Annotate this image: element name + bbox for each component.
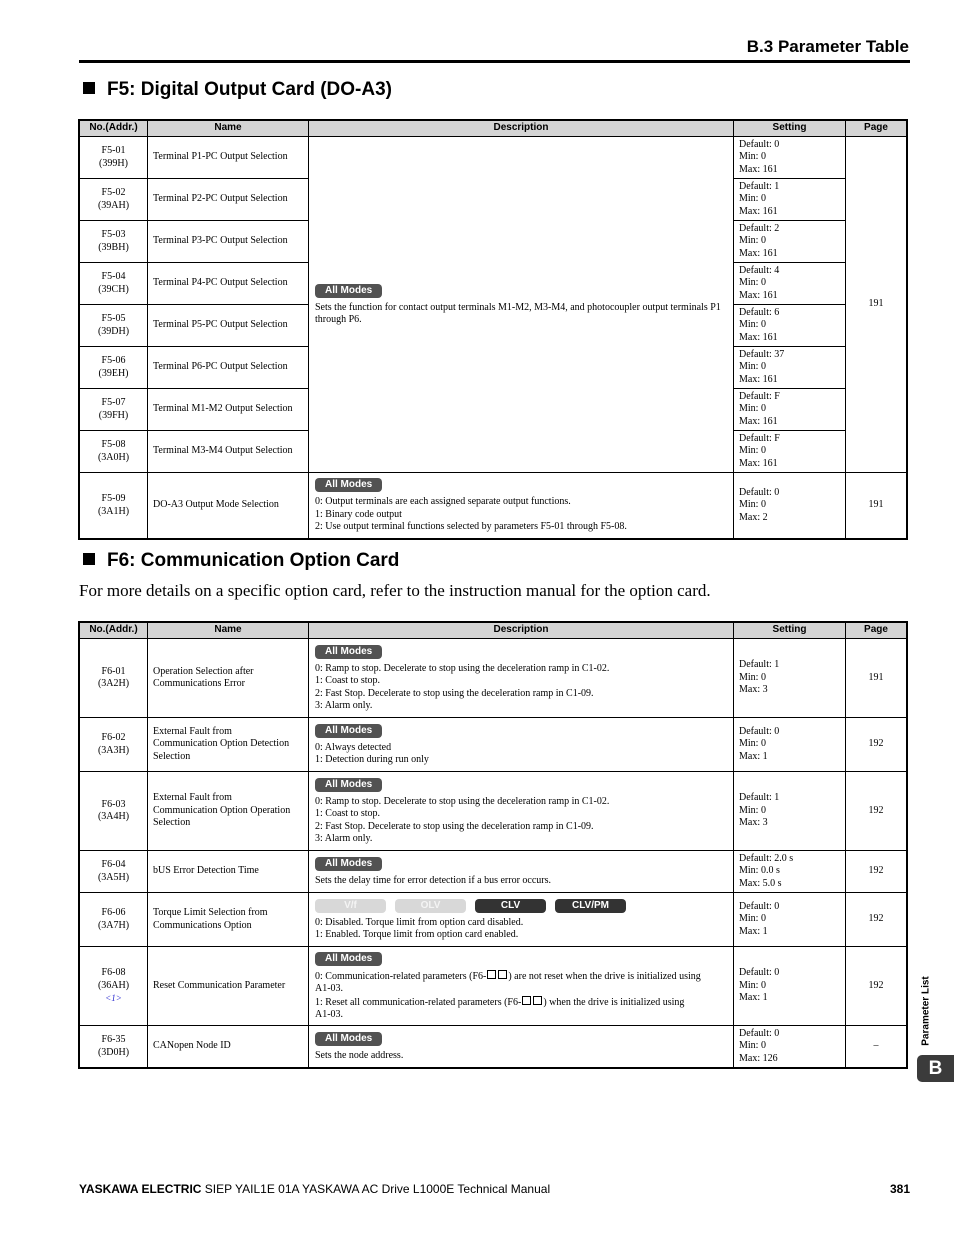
page-cell: 192	[846, 772, 907, 851]
mode-badge-olv: OLV	[395, 899, 466, 913]
setting-cell: Default: F Min: 0 Max: 161	[734, 431, 846, 473]
col-header-description: Description	[309, 121, 734, 137]
description-cell: All Modes 0: Output terminals are each assigned separate output functions. 1: Binary code output 2: Use output terminal functions selected by parameters F5-01 through F5-08.	[309, 473, 734, 539]
mode-badge-clv: CLV	[475, 899, 546, 913]
setting-cell: Default: 1 Min: 0 Max: 3	[734, 772, 846, 851]
description-cell: V/f OLV CLV CLV/PM 0: Disabled. Torque limit from option card disabled. 1: Enabled. Torque limit from option card enabled.	[309, 893, 734, 947]
col-header-description: Description	[309, 623, 734, 639]
param-no-cell: F6-03 (3A4H)	[80, 772, 148, 851]
param-name-cell: Terminal P4-PC Output Selection	[148, 263, 309, 305]
param-no-cell: F5-09 (3A1H)	[80, 473, 148, 539]
f6-section-title	[83, 550, 399, 572]
table-row	[80, 137, 907, 179]
param-name-cell: Terminal P1-PC Output Selection	[148, 137, 309, 179]
footer-doc-info	[79, 1182, 550, 1196]
setting-cell: Default: 0 Min: 0 Max: 1	[734, 947, 846, 1026]
setting-cell: Default: F Min: 0 Max: 161	[734, 389, 846, 431]
param-no-cell: F6-04 (3A5H)	[80, 851, 148, 893]
setting-cell: Default: 4 Min: 0 Max: 161	[734, 263, 846, 305]
f6-title-text: F6: Communication Option Card	[107, 550, 400, 571]
page-cell: 192	[846, 893, 907, 947]
f6-intro-text: For more details on a specific option card, refer to the instruction manual for the option card.	[79, 581, 711, 600]
page-cell: 191	[846, 639, 907, 718]
table-row	[80, 772, 907, 851]
f6-parameter-table	[79, 622, 907, 1068]
table-row	[80, 639, 907, 718]
param-no-cell: F5-03 (39BH)	[80, 221, 148, 263]
col-header-page: Page	[846, 623, 907, 639]
param-name-cell: Terminal M1-M2 Output Selection	[148, 389, 309, 431]
setting-cell: Default: 1 Min: 0 Max: 3	[734, 639, 846, 718]
f5-parameter-table	[79, 120, 907, 539]
setting-cell: Default: 0 Min: 0 Max: 2	[734, 473, 846, 539]
description-cell: All Modes 0: Ramp to stop. Decelerate to stop using the deceleration ramp in C1-02. 1: Coast to stop. 2: Fast Stop. Decelerate to stop using the deceleration ramp in C1-09. 3: Alarm only.	[309, 772, 734, 851]
param-name-cell: Reset Communication Parameter	[148, 947, 309, 1026]
mode-badge-clv-pm: CLV/PM	[555, 899, 626, 913]
side-section-label: Parameter List	[920, 976, 932, 1046]
all-modes-badge: All Modes	[315, 857, 382, 871]
all-modes-badge: All Modes	[315, 724, 382, 738]
description-text: Sets the function for contact output terminals M1-M2, M3-M4, and photocoupler output terminals P1 through P6.	[315, 301, 721, 325]
setting-cell: Default: 2 Min: 0 Max: 161	[734, 221, 846, 263]
setting-cell: Default: 0 Min: 0 Max: 1	[734, 718, 846, 772]
header-rule	[79, 60, 910, 63]
table-row	[80, 1026, 907, 1068]
all-modes-badge: All Modes	[315, 645, 382, 659]
square-bullet-icon	[83, 553, 95, 565]
param-no-cell: F6-06 (3A7H)	[80, 893, 148, 947]
page-cell: 192	[846, 718, 907, 772]
param-no-cell: F5-01 (399H)	[80, 137, 148, 179]
col-header-setting: Setting	[734, 121, 846, 137]
page-cell: –	[846, 1026, 907, 1068]
param-name-cell: Operation Selection after Communications Error	[148, 639, 309, 718]
param-name-cell: bUS Error Detection Time	[148, 851, 309, 893]
appendix-b-tab[interactable]: B	[917, 1055, 954, 1082]
param-no-cell: F5-02 (39AH)	[80, 179, 148, 221]
placeholder-box-icon	[498, 970, 507, 979]
setting-cell: Default: 1 Min: 0 Max: 161	[734, 179, 846, 221]
description-cell: All Modes Sets the delay time for error detection if a bus error occurs.	[309, 851, 734, 893]
page-cell: 191	[846, 473, 907, 539]
all-modes-badge: All Modes	[315, 778, 382, 792]
param-name-cell: Terminal M3-M4 Output Selection	[148, 431, 309, 473]
footnote-ref-link[interactable]: <1>	[105, 993, 122, 1004]
param-no-cell: F6-35 (3D0H)	[80, 1026, 148, 1068]
page-number: 381	[889, 1182, 910, 1196]
param-no-cell: F5-07 (39FH)	[80, 389, 148, 431]
description-cell: All Modes 0: Ramp to stop. Decelerate to stop using the deceleration ramp in C1-02. 1: Coast to stop. 2: Fast Stop. Decelerate to stop using the deceleration ramp in C1-09. 3: Alarm only.	[309, 639, 734, 718]
footer-brand: YASKAWA ELECTRIC	[79, 1182, 202, 1196]
param-name-cell: Terminal P3-PC Output Selection	[148, 221, 309, 263]
table-row	[80, 718, 907, 772]
page-cell: 192	[846, 851, 907, 893]
param-name-cell: Terminal P6-PC Output Selection	[148, 347, 309, 389]
description-cell: All Modes 0: Always detected 1: Detection during run only	[309, 718, 734, 772]
param-no-cell: F5-04 (39CH)	[80, 263, 148, 305]
param-name-cell: External Fault from Communication Option Operation Selection	[148, 772, 309, 851]
param-no-cell: F6-02 (3A3H)	[80, 718, 148, 772]
param-name-cell: DO-A3 Output Mode Selection	[148, 473, 309, 539]
section-header-title: B.3 Parameter Table	[746, 37, 909, 56]
col-header-name: Name	[148, 623, 309, 639]
param-no-cell: F6-01 (3A2H)	[80, 639, 148, 718]
param-name-cell: Torque Limit Selection from Communications Option	[148, 893, 309, 947]
all-modes-badge: All Modes	[315, 952, 382, 966]
table-row	[80, 851, 907, 893]
param-no-cell: F5-08 (3A0H)	[80, 431, 148, 473]
col-header-name: Name	[148, 121, 309, 137]
col-header-page: Page	[846, 121, 907, 137]
footer-doc-title: SIEP YAIL1E 01A YASKAWA AC Drive L1000E Technical Manual	[201, 1182, 551, 1196]
all-modes-badge: All Modes	[315, 1032, 382, 1046]
table-row	[80, 947, 907, 1026]
setting-cell: Default: 0 Min: 0 Max: 161	[734, 137, 846, 179]
param-name-cell: CANopen Node ID	[148, 1026, 309, 1068]
description-cell: All Modes 0: Communication-related parameters (F6- ) are not reset when the drive is initialized using A1-03. 1: Reset all communication-related parameters (F6- ) when the drive is initialized using A1-03.	[309, 947, 734, 1026]
param-name-cell: Terminal P5-PC Output Selection	[148, 305, 309, 347]
group-description-cell	[309, 137, 734, 473]
description-cell: All Modes Sets the node address.	[309, 1026, 734, 1068]
all-modes-badge: All Modes	[315, 284, 382, 298]
table-row	[80, 473, 907, 539]
f5-title-text: F5: Digital Output Card (DO-A3)	[107, 79, 392, 100]
setting-cell: Default: 6 Min: 0 Max: 161	[734, 305, 846, 347]
param-name-cell: External Fault from Communication Option Detection Selection	[148, 718, 309, 772]
col-header-no: No.(Addr.)	[80, 121, 148, 137]
placeholder-box-icon	[522, 996, 531, 1005]
page-cell: 192	[846, 947, 907, 1026]
param-no-cell: F6-08 (36AH) <1>	[80, 947, 148, 1026]
table-row	[80, 893, 907, 947]
param-no-cell: F5-06 (39EH)	[80, 347, 148, 389]
mode-badge-vf: V/f	[315, 899, 386, 913]
all-modes-badge: All Modes	[315, 478, 382, 492]
param-name-cell: Terminal P2-PC Output Selection	[148, 179, 309, 221]
placeholder-box-icon	[487, 970, 496, 979]
f5-section-title	[83, 79, 392, 101]
square-bullet-icon	[83, 82, 95, 94]
group-page-cell: 191	[846, 137, 907, 473]
col-header-setting: Setting	[734, 623, 846, 639]
col-header-no: No.(Addr.)	[80, 623, 148, 639]
param-no-cell: F5-05 (39DH)	[80, 305, 148, 347]
setting-cell: Default: 37 Min: 0 Max: 161	[734, 347, 846, 389]
setting-cell: Default: 0 Min: 0 Max: 1	[734, 893, 846, 947]
setting-cell: Default: 0 Min: 0 Max: 126	[734, 1026, 846, 1068]
placeholder-box-icon	[533, 996, 542, 1005]
setting-cell: Default: 2.0 s Min: 0.0 s Max: 5.0 s	[734, 851, 846, 893]
